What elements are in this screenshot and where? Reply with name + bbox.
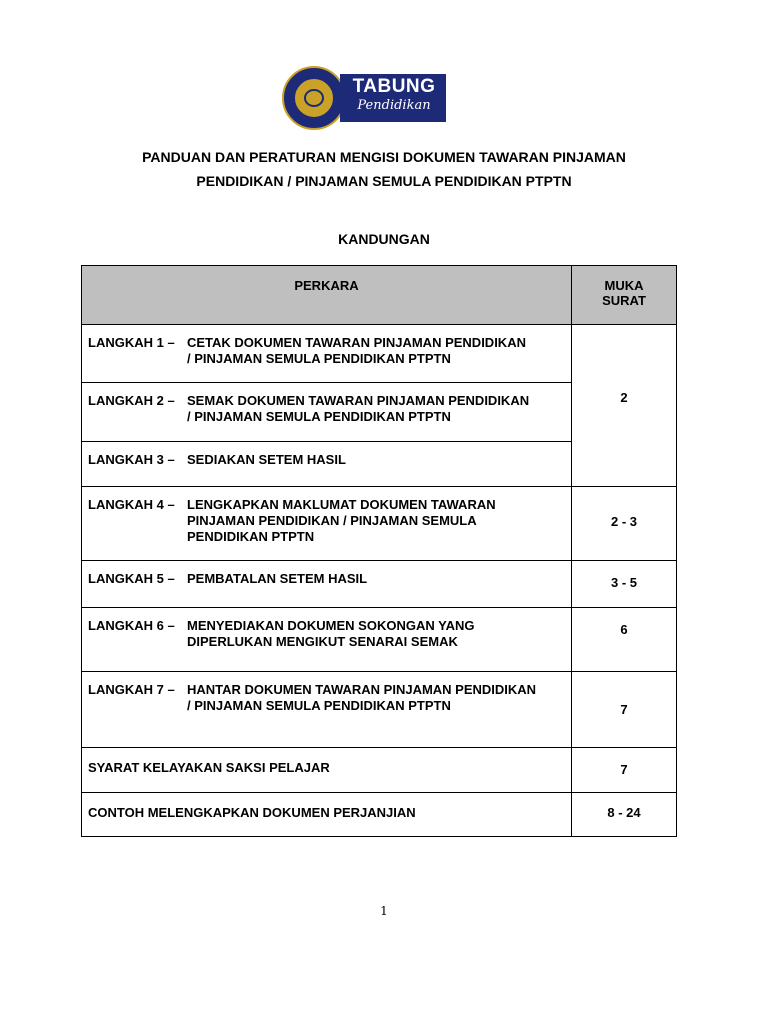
table-row bbox=[82, 608, 677, 672]
step-2-cell bbox=[82, 383, 572, 442]
page-number: 1 bbox=[380, 904, 388, 918]
page-ref: 2 - 3 bbox=[610, 514, 637, 529]
step-description: SEDIAKAN SETEM HASIL bbox=[187, 452, 346, 467]
table-header-row bbox=[82, 266, 677, 325]
table-row bbox=[82, 487, 677, 561]
step-6-cell bbox=[82, 608, 572, 672]
page-ref: 7 bbox=[620, 762, 628, 777]
step-label: LANGKAH 6 – bbox=[88, 618, 175, 633]
page-ref: 6 bbox=[620, 622, 628, 637]
contents-table bbox=[81, 265, 677, 837]
document-title-line-1: PANDUAN DAN PERATURAN MENGISI DOKUMEN TAWARAN PINJAMAN bbox=[142, 149, 626, 165]
table-row bbox=[82, 325, 677, 383]
page-ref-cell bbox=[572, 793, 677, 837]
step-description: MENYEDIAKAN DOKUMEN SOKONGAN YANG DIPERLUKAN MENGIKUT SENARAI SEMAK bbox=[187, 618, 475, 649]
page-ref: 7 bbox=[620, 702, 628, 717]
step-label: LANGKAH 5 – bbox=[88, 571, 175, 586]
step-3-cell bbox=[82, 442, 572, 487]
table-row bbox=[82, 793, 677, 837]
toc-heading: KANDUNGAN bbox=[338, 231, 430, 247]
step-label: LANGKAH 4 – bbox=[88, 497, 175, 512]
step-5-cell bbox=[82, 561, 572, 608]
step-label: LANGKAH 3 – bbox=[88, 452, 175, 467]
table-row bbox=[82, 561, 677, 608]
document-title-line-2: PENDIDIKAN / PINJAMAN SEMULA PENDIDIKAN PTPTN bbox=[196, 173, 572, 189]
step-description: HANTAR DOKUMEN TAWARAN PINJAMAN PENDIDIKAN / PINJAMAN SEMULA PENDIDIKAN PTPTN bbox=[187, 682, 537, 713]
page-ref-cell bbox=[572, 672, 677, 748]
logo-word-pendidikan: Pendidikan bbox=[357, 98, 431, 113]
step-4-cell bbox=[82, 487, 572, 561]
page-ref: 8 - 24 bbox=[607, 805, 641, 820]
table-row bbox=[82, 748, 677, 793]
step-7-cell bbox=[82, 672, 572, 748]
contoh-dokumen-cell: CONTOH MELENGKAPKAN DOKUMEN PERJANJIAN bbox=[82, 793, 572, 837]
page-ref-cell bbox=[572, 608, 677, 672]
saksi-pelajar-cell: SYARAT KELAYAKAN SAKSI PELAJAR bbox=[82, 748, 572, 793]
step-description: LENGKAPKAN MAKLUMAT DOKUMEN TAWARAN PINJAMAN PENDIDIKAN / PINJAMAN SEMULA PENDIDIKAN PTPTN bbox=[187, 497, 496, 544]
step-label: LANGKAH 1 – bbox=[88, 335, 175, 350]
ptptn-seal-emblem bbox=[282, 66, 346, 130]
table-row bbox=[82, 672, 677, 748]
logo-banner bbox=[340, 74, 446, 122]
logo-word-tabung: TABUNG bbox=[352, 76, 436, 97]
header-muka-surat: MUKA SURAT bbox=[572, 266, 677, 325]
ptptn-logo bbox=[282, 66, 446, 130]
page-ref: 3 - 5 bbox=[610, 575, 637, 590]
page-ref: 2 bbox=[620, 390, 628, 405]
header-perkara: PERKARA bbox=[82, 266, 572, 325]
page-ref-cell bbox=[572, 325, 677, 487]
step-description: CETAK DOKUMEN TAWARAN PINJAMAN PENDIDIKAN / PINJAMAN SEMULA PENDIDIKAN PTPTN bbox=[187, 335, 526, 366]
step-description: PEMBATALAN SETEM HASIL bbox=[187, 571, 368, 586]
step-description: SEMAK DOKUMEN TAWARAN PINJAMAN PENDIDIKAN / PINJAMAN SEMULA PENDIDIKAN PTPTN bbox=[187, 393, 530, 424]
page-ref-cell bbox=[572, 748, 677, 793]
step-label: LANGKAH 2 – bbox=[88, 393, 175, 408]
step-label: LANGKAH 7 – bbox=[88, 682, 175, 697]
page-ref-cell bbox=[572, 487, 677, 561]
page-ref-cell bbox=[572, 561, 677, 608]
step-1-cell bbox=[82, 325, 572, 383]
